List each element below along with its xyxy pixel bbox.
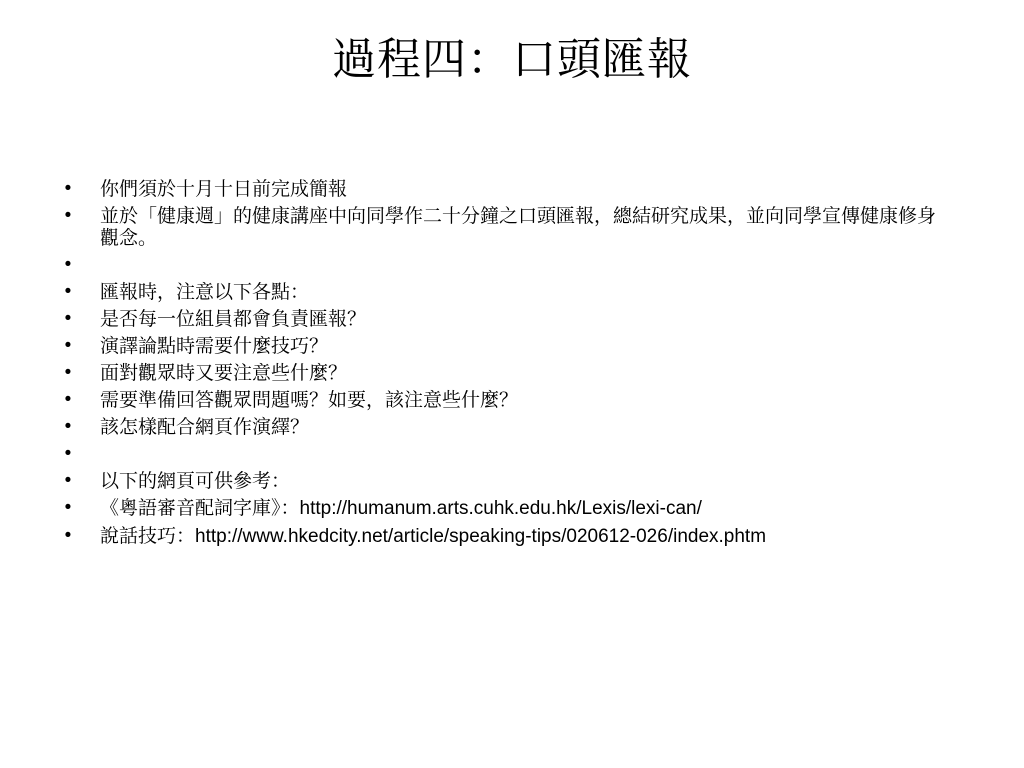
bullet-item-empty: [58, 254, 938, 276]
bullet-icon: •: [64, 178, 72, 199]
bullet-item-question: [58, 308, 938, 330]
bullet-text: 以下的網頁可供參考：: [100, 470, 291, 492]
bullet-text: [100, 497, 938, 520]
bullet-item-notes-heading: [58, 281, 938, 303]
bullet-icon: •: [64, 389, 72, 410]
bullet-item-empty: [58, 443, 938, 465]
bullet-item-references-heading: [58, 470, 938, 492]
reference-link-lexis[interactable]: http://humanum.arts.cuhk.edu.hk/Lexis/lexi-can/: [299, 498, 702, 519]
reference-label: 說話技巧：: [100, 525, 196, 547]
bullet-text: 需要準備回答觀眾問題嗎？如要，該注意些什麼？: [100, 389, 519, 411]
bullet-text: 是否每一位組員都會負責匯報？: [100, 308, 367, 330]
bullet-icon: •: [64, 470, 72, 491]
bullet-text: 匯報時，注意以下各點：: [100, 281, 310, 303]
slide-title: 過程四：口頭匯報: [332, 34, 692, 85]
bullet-icon: •: [64, 525, 72, 546]
bullet-icon: •: [64, 254, 72, 275]
bullet-icon: •: [64, 443, 72, 464]
bullet-item-deadline: [58, 178, 938, 200]
bullet-item-question: [58, 389, 938, 411]
bullet-item-reference-speaking-tips: [58, 525, 938, 548]
bullet-icon: •: [64, 205, 72, 226]
bullet-text: 你們須於十月十日前完成簡報: [100, 178, 348, 200]
bullet-text: [100, 525, 938, 548]
bullet-icon: •: [64, 416, 72, 437]
bullet-list: [58, 178, 938, 553]
bullet-item-question: [58, 335, 938, 357]
bullet-icon: •: [64, 308, 72, 329]
bullet-icon: •: [64, 281, 72, 302]
bullet-icon: •: [64, 335, 72, 356]
reference-link-speaking-tips[interactable]: http://www.hkedcity.net/article/speaking-tips/020612-026/index.phtm: [195, 526, 767, 547]
reference-label: 《粵語審音配詞字庫》：: [100, 497, 300, 519]
bullet-text: 面對觀眾時又要注意些什麼？: [100, 362, 348, 384]
bullet-item-reference-lexis: [58, 497, 938, 520]
bullet-icon: •: [64, 362, 72, 383]
bullet-item-question: [58, 362, 938, 384]
bullet-item-presentation: [58, 205, 938, 249]
bullet-item-question: [58, 416, 938, 438]
bullet-text: 並於「健康週」的健康講座中向同學作二十分鐘之口頭匯報，總結研究成果，並向同學宣傳健康修身觀念。: [100, 205, 937, 249]
bullet-text: 該怎樣配合網頁作演繹？: [100, 416, 310, 438]
bullet-text: 演譯論點時需要什麼技巧？: [100, 335, 329, 357]
bullet-icon: •: [64, 497, 72, 518]
